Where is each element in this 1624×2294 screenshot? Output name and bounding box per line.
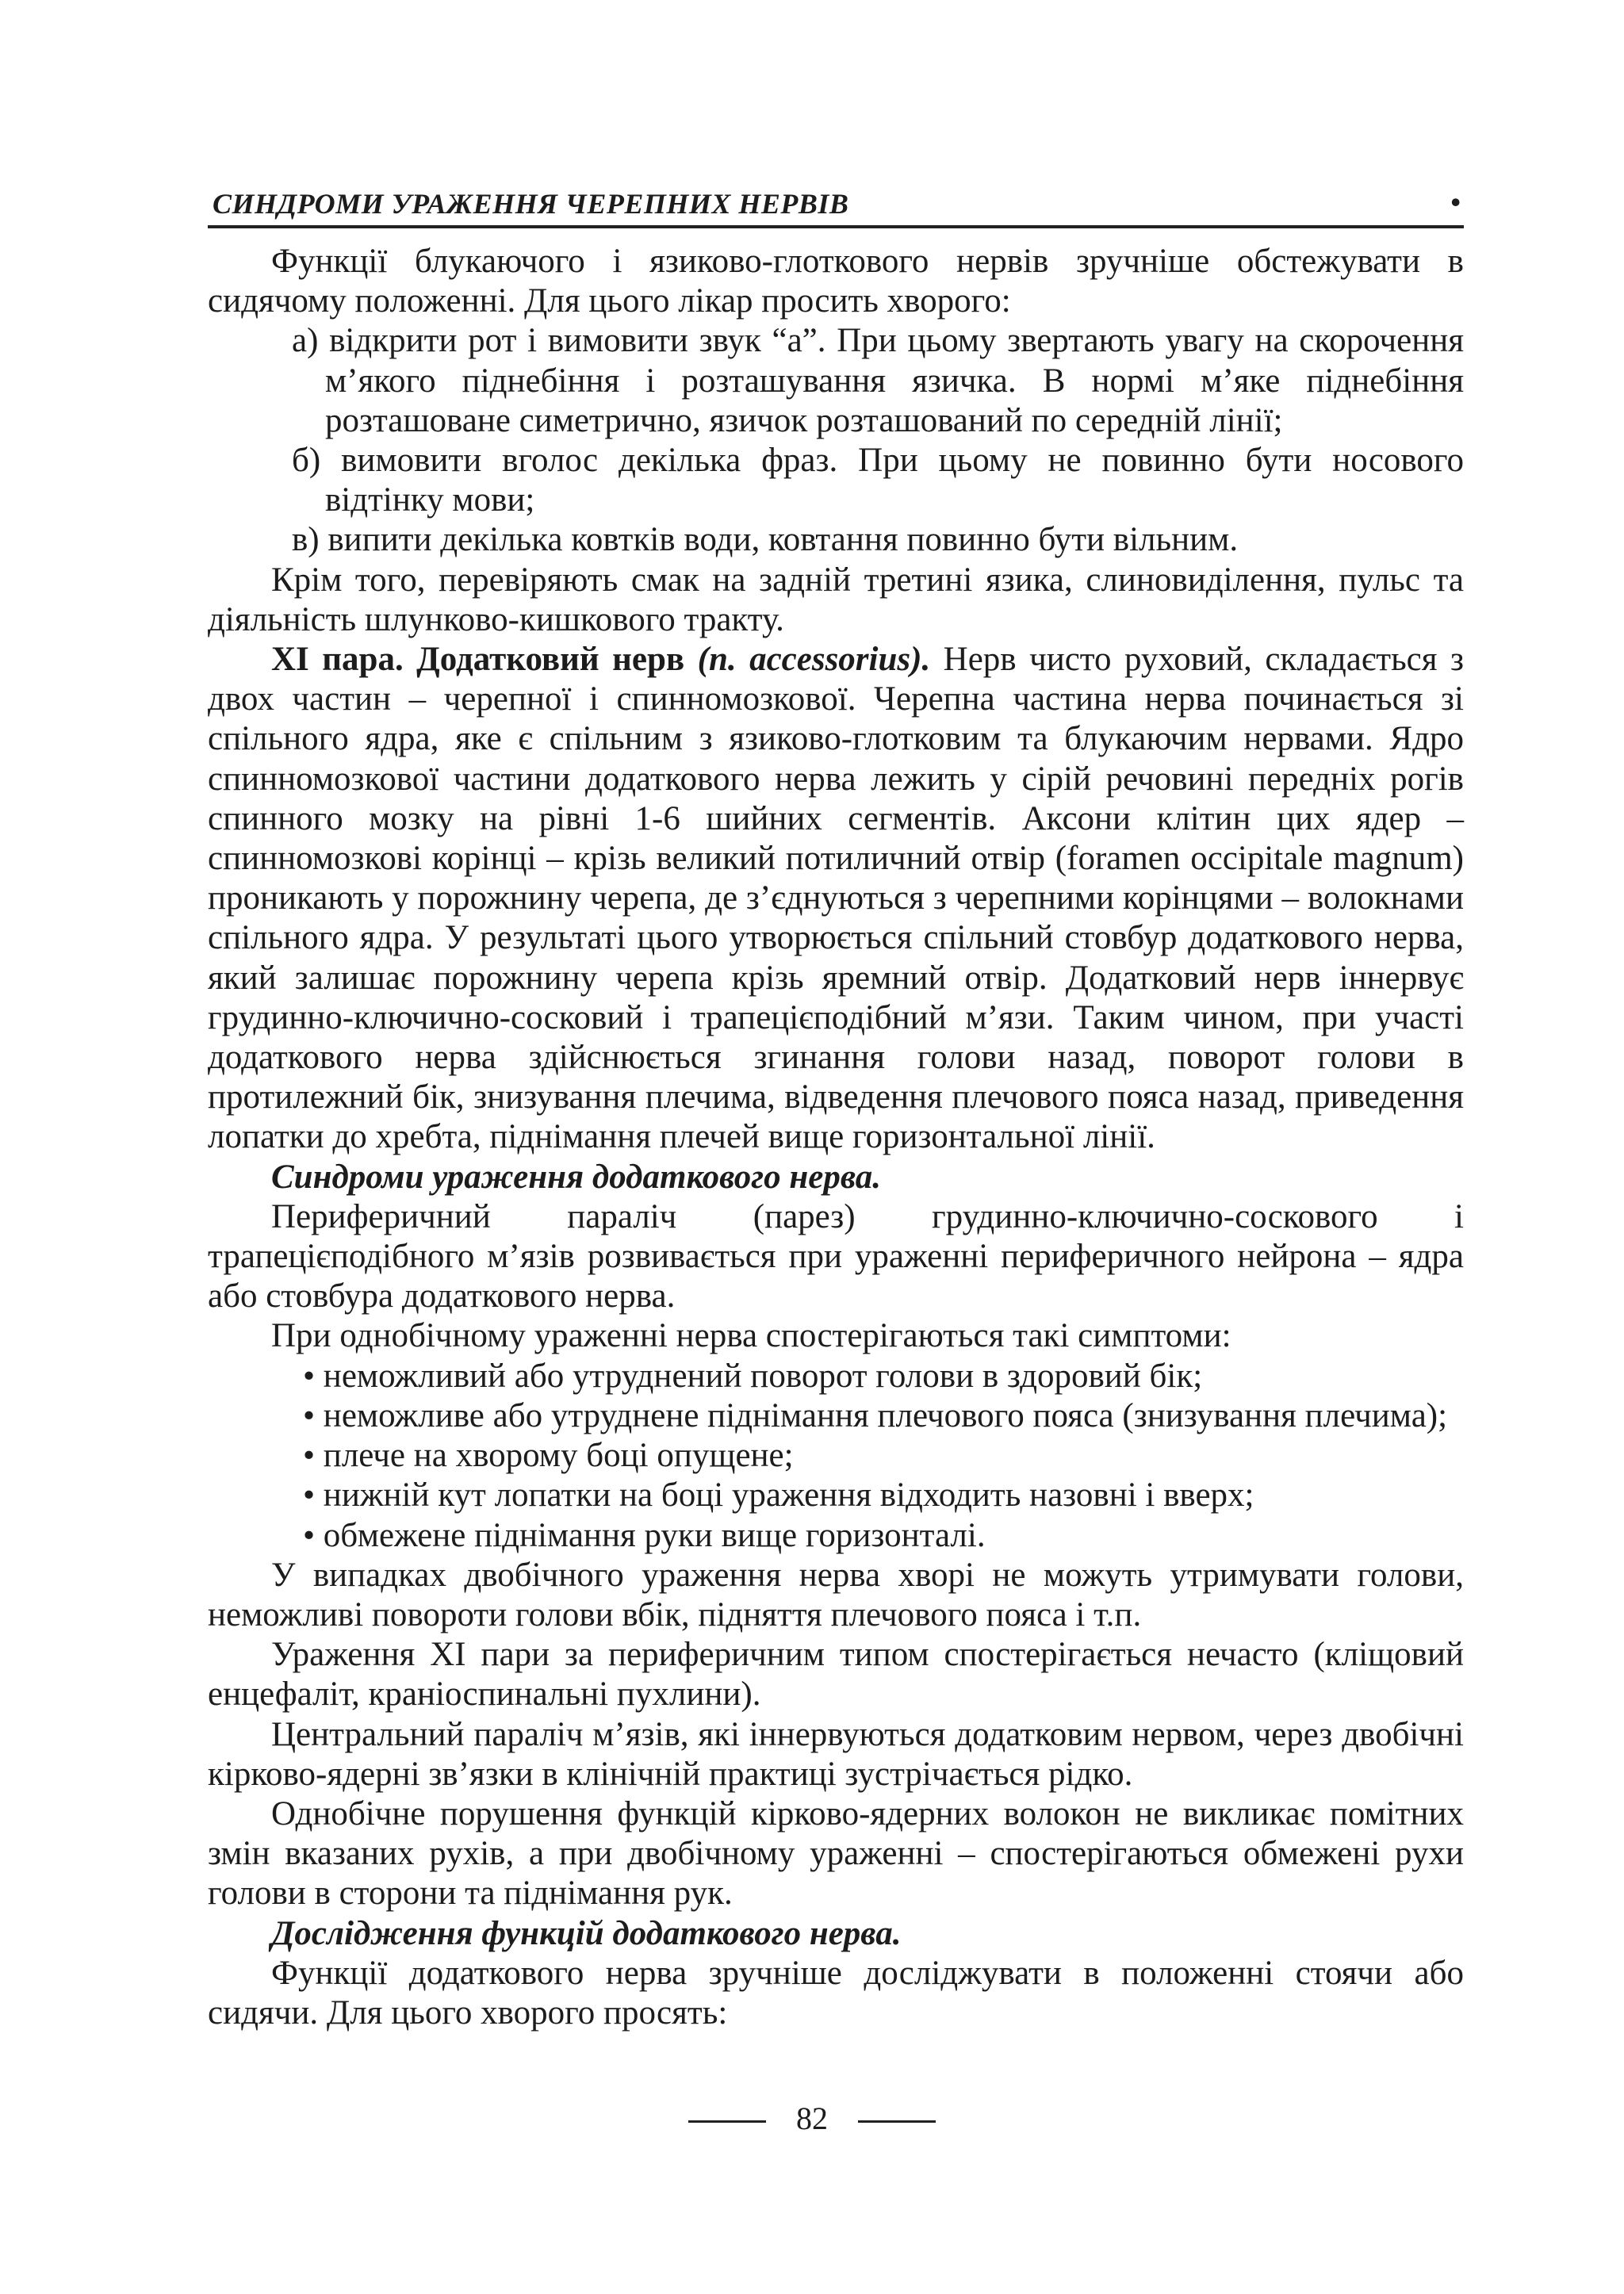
list-item: а) відкрити рот і вимовити звук “а”. При цьому звертають увагу на скорочення м’якого піднебіння і розташування язичка. В нормі м’яке піднебіння розташоване симетрично, язичок розташований по середній лінії;: [292, 322, 1464, 439]
paragraph: Крім того, перевіряють смак на задній третині язика, слиновиділення, пульс та діяльність шлунково-кишкового тракту.: [208, 561, 1464, 638]
paragraph: При однобічному ураженні нерва спостерігаються такі симптоми:: [271, 1317, 1231, 1355]
subheading-text: Синдроми ураження додаткового нерва.: [271, 1158, 882, 1196]
bullet-item: • обмежене піднімання руки вище горизонталі.: [303, 1516, 986, 1554]
paragraph: Функції блукаючого і язиково-глоткового нервів зручніше обстежувати в сидячому положенні. Для цього лікар просить хворого:: [208, 243, 1464, 320]
paragraph: Ураження XI пари за периферичним типом спостерігається нечасто (кліщовий енцефаліт, краніоспинальні пухлини).: [208, 1636, 1464, 1714]
body-text: [208, 242, 1464, 2033]
bullet-item: • неможливе або утруднене піднімання плечового пояса (знизування плечима);: [303, 1396, 1448, 1434]
list-item: в) випити декілька ковтків води, ковтання повинно бути вільним.: [292, 521, 1239, 559]
section-heading: XI пара. Додатковий нерв: [271, 641, 685, 679]
section-text: Нерв чисто руховий, складається з двох частин – черепної і спинномозкової. Черепна частина нерва починається зі спільного ядра, яке є спільним з язиково-глотковим та блукаючим нервами. Ядро спинномозкової частини додаткового нерва лежить у сірій речовині передніх рогів спинного мозку на рівні 1-6 шийних сегментів. Аксони клітин цих ядер – спинномозкові корінці – крізь великий потиличний отвір (foramen occipitale magnum) проникають у порожнину черепа, де з’єднуються з черепними корінцями – волокнами спільного ядра. У результаті цього утворюється спільний стовбур додаткового нерва, який залишає порожнину черепа крізь яремний отвір. Додатковий нерв іннервує грудинно-ключично-сосковий і трапецієподібний м’язи. Таким чином, при участі додаткового нерва здійснюється згинання голови назад, поворот голови в протилежний бік, знизування плечима, відведення плечового пояса назад, приведення лопатки до хребта, піднімання плечей вище горизонтальної лінії.: [208, 641, 1464, 1156]
subheading-text: Дослідження функцій додаткового нерва.: [271, 1914, 902, 1952]
paragraph: Центральний параліч м’язів, які іннервуються додатковим нервом, через двобічні кірково-ядерні зв’язки в клінічній практиці зустрічається рідко.: [208, 1715, 1464, 1793]
footer-dash-right: [858, 2120, 936, 2123]
running-header-bullet: •: [1450, 186, 1461, 218]
subheading: [208, 1914, 1464, 1954]
section-paragraph: [208, 640, 1464, 1158]
paragraph: У випадках двобічного ураження нерва хворі не можуть утримувати голови, неможливі повороти голови вбік, підняття плечового пояса і т.п.: [208, 1556, 1464, 1633]
paragraph: Однобічне порушення функцій кірково-ядерних волокон не викликає помітних змін вказаних рухів, а при двобічному ураженні – спостерігаються обмежені рухи голови в сторони та піднімання рук.: [208, 1794, 1464, 1913]
paragraph: Функції додаткового нерва зручніше досліджувати в положенні стоячи або сидячи. Для цього хворого просять:: [208, 1954, 1464, 2032]
running-header: [208, 176, 1464, 228]
page-number: 82: [796, 2101, 828, 2136]
footer-dash-left: [688, 2120, 766, 2123]
section-latin-name: (n. accessorius).: [697, 641, 931, 679]
paragraph: Периферичний параліч (парез) грудинно-ключично-соскового і трапецієподібного м’язів розвивається при ураженні периферичного нейрона – ядра або стовбура додаткового нерва.: [208, 1197, 1464, 1316]
bullet-item: • нижній кут лопатки на боці ураження відходить назовні і вверх;: [303, 1476, 1254, 1515]
subheading: [208, 1158, 1464, 1197]
page-footer: [0, 2100, 1624, 2137]
bullet-item: • плече на хворому боці опущене;: [303, 1437, 794, 1475]
list-item: б) вимовити вголос декілька фраз. При цьому не повинно бути носового відтінку мови;: [292, 442, 1464, 519]
running-header-title: СИНДРОМИ УРАЖЕННЯ ЧЕРЕПНИХ НЕРВІВ: [213, 188, 849, 220]
bullet-item: • неможливий або утруднений поворот голови в здоровий бік;: [303, 1357, 1203, 1395]
